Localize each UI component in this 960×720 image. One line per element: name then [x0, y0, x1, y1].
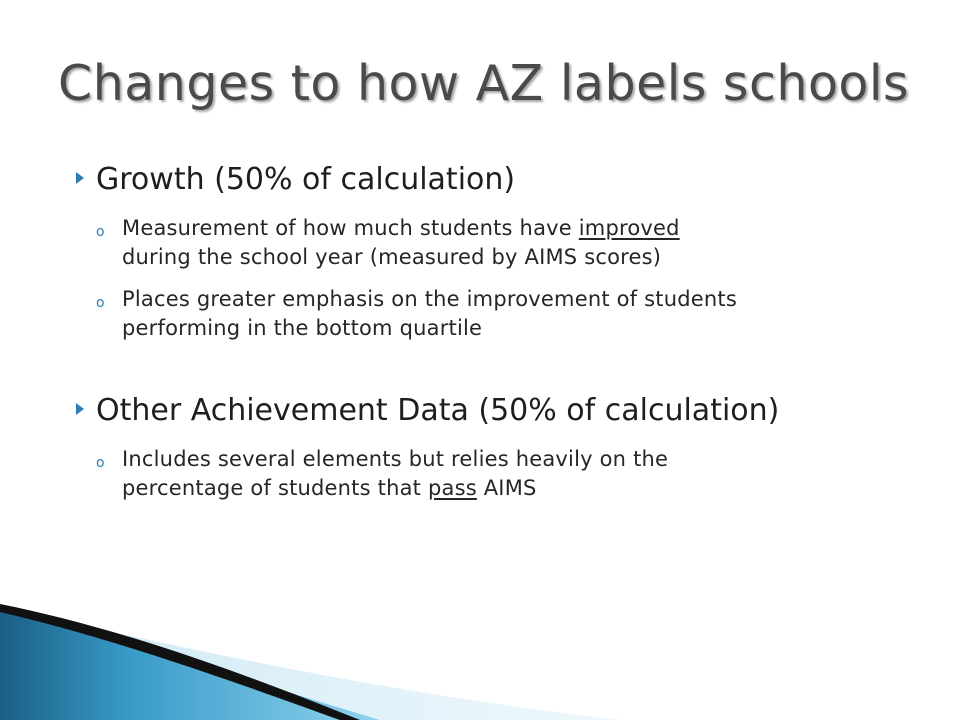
- sub-bullet-line: Includes several elements but relies heavily on the: [122, 447, 669, 471]
- underlined-word: improved: [578, 216, 680, 240]
- slide-title: Changes to how AZ labels schools: [58, 55, 910, 112]
- bullet-heading: Growth (50% of calculation): [96, 162, 516, 197]
- sub-bullet-line: performing in the bottom quartile: [122, 316, 483, 340]
- circle-bullet-icon: o: [96, 295, 105, 311]
- sub-bullet-line: Places greater emphasis on the improvement of students: [122, 287, 737, 311]
- sub-bullet-line: during the school year (measured by AIMS scores): [122, 245, 662, 269]
- underlined-word: pass: [427, 476, 477, 500]
- sub-bullet-text: percentage of students that: [122, 476, 428, 500]
- sub-bullet-text: Measurement of how much students have: [122, 216, 579, 240]
- bullet-heading: Other Achievement Data (50% of calculation): [96, 393, 780, 428]
- sub-bullet-text: AIMS: [476, 476, 537, 500]
- circle-bullet-icon: o: [96, 224, 105, 240]
- circle-bullet-icon: o: [96, 455, 105, 471]
